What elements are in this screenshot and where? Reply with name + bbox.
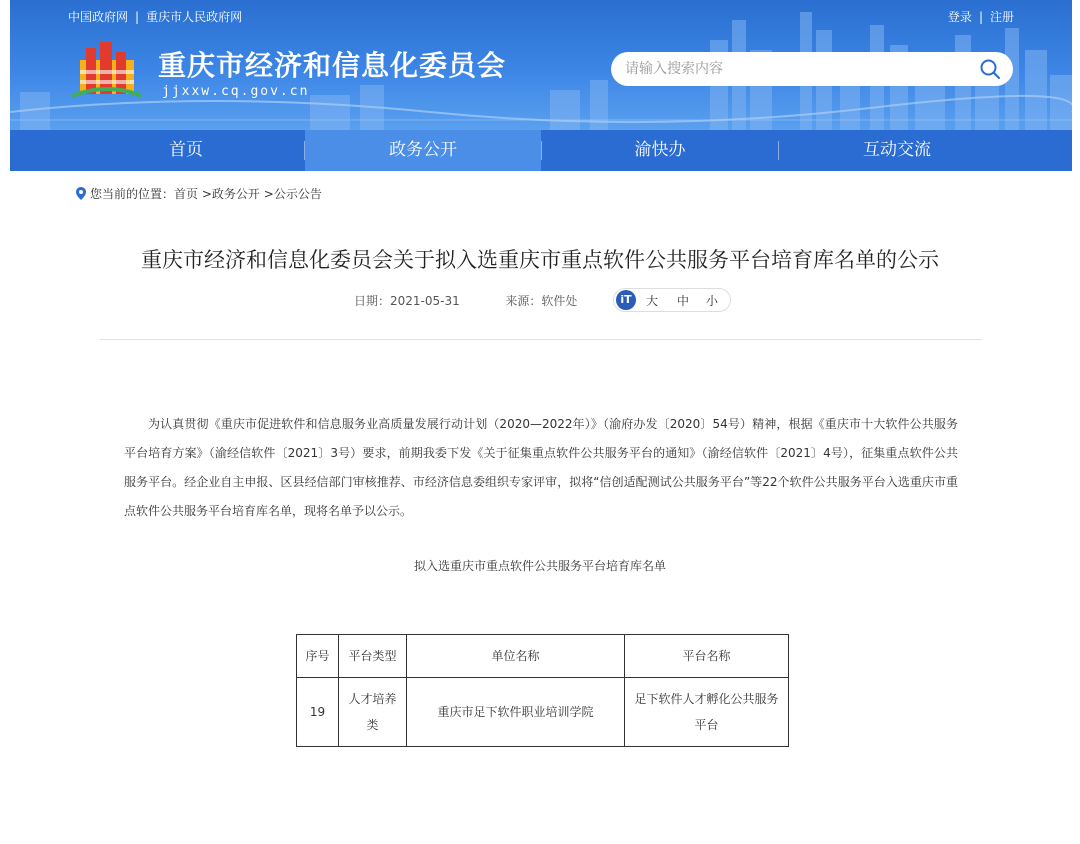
breadcrumb-gov-affairs[interactable]: 政务公开 bbox=[211, 187, 260, 201]
site-title: 重庆市经济和信息化委员会 bbox=[158, 49, 507, 82]
article-source: 来源：软件处 bbox=[505, 294, 578, 308]
platform-list-table bbox=[296, 634, 789, 747]
table-cell: 足下软件人才孵化公共服务平台 bbox=[625, 678, 789, 747]
header-cell: 单位名称 bbox=[407, 635, 625, 678]
header-cell: 序号 bbox=[297, 635, 339, 678]
breadcrumb-prefix: 您当前的位置： bbox=[90, 187, 175, 201]
login-link[interactable]: 登录 bbox=[947, 10, 972, 24]
article-title: 重庆市经济和信息化委员会关于拟入选重庆市重点软件公共服务平台培育库名单的公示 bbox=[141, 248, 939, 272]
nav-yukuaiban[interactable]: 渝快办 bbox=[634, 140, 686, 160]
register-link[interactable]: 注册 bbox=[989, 10, 1014, 24]
main-nav bbox=[10, 130, 1072, 171]
link-separator: | bbox=[978, 10, 983, 24]
breadcrumb-separator: > bbox=[201, 187, 212, 201]
breadcrumb bbox=[76, 185, 322, 202]
font-size-icon: iT bbox=[616, 290, 636, 310]
breadcrumb-home[interactable]: 首页 bbox=[174, 187, 199, 201]
gov-links bbox=[68, 8, 242, 25]
header-banner bbox=[10, 0, 1072, 130]
link-separator: | bbox=[135, 10, 140, 24]
search-input[interactable] bbox=[625, 59, 955, 79]
site-logo-icon[interactable] bbox=[72, 40, 142, 98]
article-paragraph: 为认真贯彻《重庆市促进软件和信息服务业高质量发展行动计划（2020—2022年）》（渝府办发〔2020〕54号）精神，根据《重庆市十大软件公共服务平台培育方案》（渝经信软件〔2021〕3号）要求，前期我委下发《关于征集重点软件公共服务平台的通知》（渝经信软件〔2021〕4号），征集重点软件公共服务平台。经企业自主申报、区县经信部门审核推荐、市经济信息委组织专家评审，拟将“信创适配测试公共服务平台”等22个软件公共服务平台入选重庆市重点软件公共服务平台培育库名单，现将名单予以公示。 bbox=[124, 417, 958, 518]
gov-link-chongqing[interactable]: 重庆市人民政府网 bbox=[146, 10, 243, 24]
article-meta bbox=[354, 292, 577, 309]
user-links bbox=[948, 8, 1014, 25]
search-icon[interactable] bbox=[979, 58, 1001, 80]
table-header-row bbox=[297, 635, 789, 678]
site-domain: jjxxw.cq.gov.cn bbox=[162, 84, 310, 99]
nav-government-affairs[interactable]: 政务公开 bbox=[305, 130, 541, 171]
nav-interaction[interactable]: 互动交流 bbox=[863, 140, 931, 160]
article-date: 日期：2021-05-31 bbox=[354, 294, 460, 308]
title-divider bbox=[100, 339, 982, 340]
header-cell: 平台名称 bbox=[625, 635, 789, 678]
font-large-button[interactable]: 大 bbox=[646, 294, 659, 308]
nav-home[interactable]: 首页 bbox=[169, 140, 203, 160]
font-medium-button[interactable]: 中 bbox=[677, 294, 690, 308]
font-small-button[interactable]: 小 bbox=[706, 294, 719, 308]
header-cell: 平台类型 bbox=[339, 635, 407, 678]
table-cell: 重庆市足下软件职业培训学院 bbox=[407, 678, 625, 747]
table-cell: 19 bbox=[297, 678, 339, 747]
location-pin-icon bbox=[76, 187, 86, 200]
table-row bbox=[297, 678, 789, 747]
table-cell: 人才培养类 bbox=[339, 678, 407, 747]
font-size-control bbox=[613, 288, 731, 312]
gov-link-central[interactable]: 中国政府网 bbox=[68, 10, 129, 24]
breadcrumb-separator: > bbox=[263, 187, 274, 201]
list-title: 拟入选重庆市重点软件公共服务平台培育库名单 bbox=[413, 559, 666, 573]
breadcrumb-announcements[interactable]: 公示公告 bbox=[273, 187, 322, 201]
search-box bbox=[611, 52, 1013, 86]
